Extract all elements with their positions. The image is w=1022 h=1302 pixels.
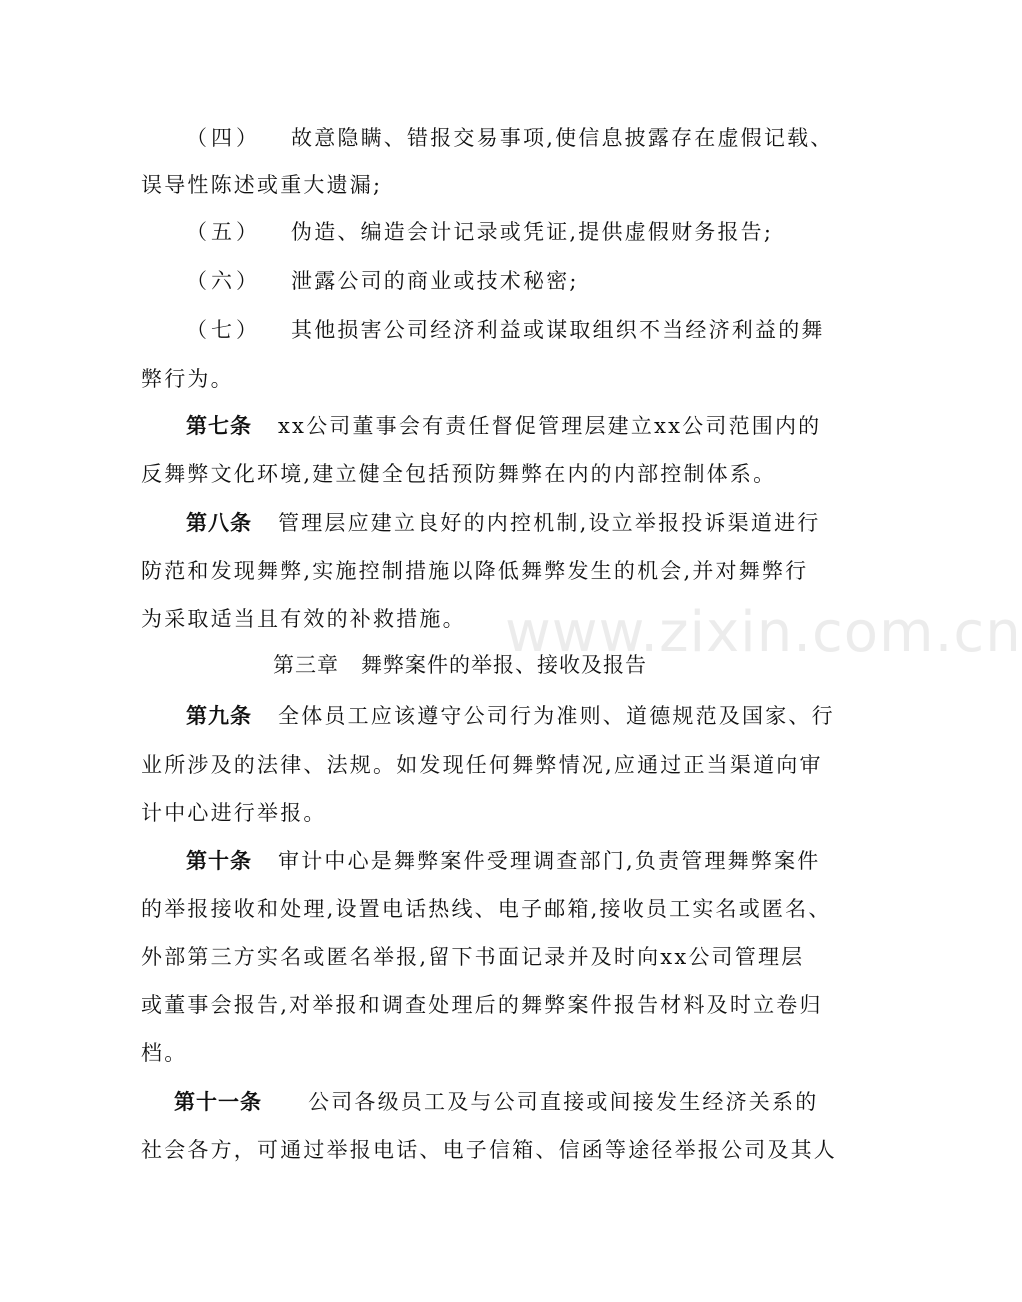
article-title: 第八条 (186, 511, 252, 535)
item-text: 伪造、编造会计记录或凭证,提供虚假财务报告; (291, 220, 774, 244)
article-title: 第十条 (186, 849, 252, 873)
article-text: 公司各级员工及与公司直接或间接发生经济关系的 (308, 1090, 819, 1114)
article-7-line1 (186, 412, 821, 440)
article-11-line1 (174, 1088, 818, 1116)
article-8-line1 (186, 509, 820, 537)
article-text: 管理层应建立良好的内控机制,设立举报投诉渠道进行 (278, 511, 821, 535)
item-text: 泄露公司的商业或技术秘密; (291, 269, 579, 293)
article-10-line1 (186, 847, 820, 875)
article-text: 全体员工应该遵守公司行为准则、道德规范及国家、行 (278, 704, 835, 728)
article-8-line2: 防范和发现舞弊,实施控制措施以降低舞弊发生的机会,并对舞弊行 (141, 559, 809, 583)
item-text: 其他损害公司经济利益或谋取组织不当经济利益的舞 (291, 318, 825, 342)
item-seven-line1 (186, 316, 825, 344)
item-four-line1 (186, 124, 833, 152)
article-8-line3: 为采取适当且有效的补救措施。 (141, 607, 466, 631)
article-title: 第九条 (186, 704, 252, 728)
article-11-line2: 社会各方，可通过举报电话、电子信箱、信函等途径举报公司及其人 (141, 1138, 837, 1162)
chapter-number: 第三章 (273, 653, 339, 677)
item-seven-line2: 弊行为。 (141, 367, 234, 391)
item-five-line1 (186, 218, 773, 246)
watermark: www.zixin.com.cn (505, 600, 1022, 665)
chapter-heading (0, 651, 920, 679)
article-9-line2: 业所涉及的法律、法规。如发现任何舞弊情况,应通过正当渠道向审 (141, 753, 823, 777)
item-number: （五） (186, 220, 261, 244)
article-10-line5: 档。 (141, 1041, 188, 1065)
item-four-line2: 误导性陈述或重大遗漏; (141, 173, 383, 197)
article-9-line1 (186, 702, 835, 730)
item-text: 故意隐瞒、错报交易事项,使信息披露存在虚假记载、 (291, 126, 834, 150)
article-title: 第七条 (186, 414, 252, 438)
item-six-line1 (186, 267, 579, 295)
item-number: （七） (186, 318, 261, 342)
article-9-line3: 计中心进行举报。 (141, 801, 327, 825)
article-10-line3: 外部第三方实名或匿名举报,留下书面记录并及时向xx公司管理层 (141, 945, 805, 969)
article-title: 第十一条 (174, 1090, 262, 1114)
article-7-line2: 反舞弊文化环境,建立健全包括预防舞弊在内的内部控制体系。 (141, 462, 777, 486)
article-text: xx公司董事会有责任督促管理层建立xx公司范围内的 (278, 414, 822, 438)
article-text: 审计中心是舞弊案件受理调查部门,负责管理舞弊案件 (278, 849, 821, 873)
article-10-line4: 或董事会报告,对举报和调查处理后的舞弊案件报告材料及时立卷归 (141, 993, 823, 1017)
item-number: （四） (186, 126, 261, 150)
chapter-title: 舞弊案件的举报、接收及报告 (361, 653, 647, 677)
article-10-line2: 的举报接收和处理,设置电话热线、电子邮箱,接收员工实名或匿名、 (141, 897, 832, 921)
item-number: （六） (186, 269, 261, 293)
